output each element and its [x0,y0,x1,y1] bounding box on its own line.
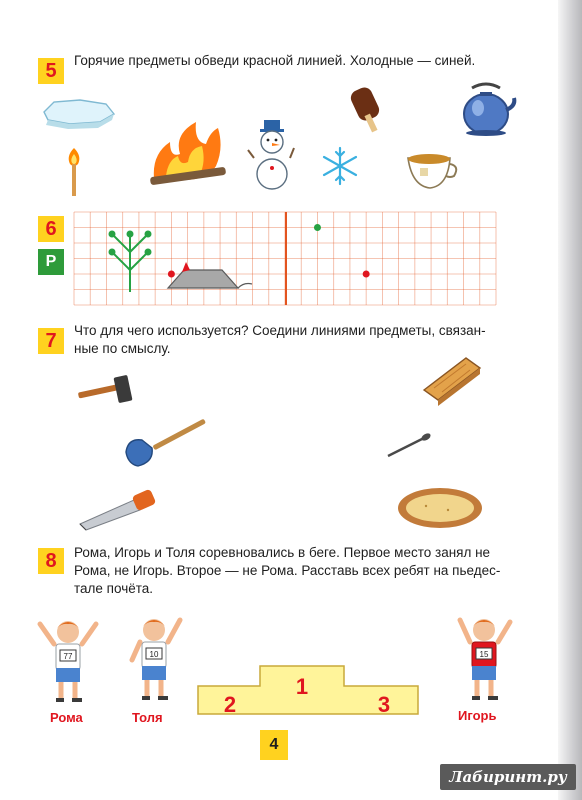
kid-name-igor: Игорь [458,708,497,723]
dot-grid[interactable] [74,212,496,305]
teapot-icon [456,80,516,138]
sand-pit-icon[interactable] [396,484,484,530]
mouse-figure [168,262,252,288]
task-6-badge: 6 [38,216,64,242]
podium-third-place: 3 [377,692,391,717]
task-7-text-line-1: Что для чего используется? Соедини линиями предметы, связан- [74,323,486,338]
task-5-badge: 5 [38,58,64,84]
tea-cup-icon [404,150,460,192]
campfire-icon [144,118,234,184]
saw-icon[interactable] [76,490,158,532]
bib-roma: 77 [63,652,73,661]
snowflake-icon [320,146,360,186]
ice-floe-icon [40,96,116,130]
grid-dot [168,271,175,278]
popsicle-icon [348,84,394,136]
task-5-text: Горячие предметы обведи красной линией. Холодные — синей. [74,53,476,68]
kid-name-roma: Рома [50,710,83,725]
podium-second-place: 2 [223,692,237,717]
podium[interactable] [196,664,420,716]
watermark-logo: Лабиринт.ру [440,764,576,790]
kid-tolya-figure[interactable] [122,612,186,706]
bib-igor: 15 [479,650,489,659]
nail-icon[interactable] [384,430,434,460]
task-8-text-line-2: Рома, не Игорь. Второе — не Рома. Расставь всех ребят на пьедес- [74,563,501,578]
kid-roma-figure[interactable] [36,614,100,708]
book-spine-shadow [558,0,582,800]
task-7-text-line-2: ные по смыслу. [74,341,171,356]
task-7-badge: 7 [38,328,64,354]
shovel-icon[interactable] [122,414,212,470]
bib-tolya: 10 [149,650,159,659]
board-icon[interactable] [418,352,484,406]
hammer-icon[interactable] [74,374,138,406]
task-8-badge: 8 [38,548,64,574]
grid-dot [363,271,370,278]
page-number: 4 [260,730,288,760]
task-8-text-line-1: Рома, Игорь и Толя соревновались в беге. Первое место занял не [74,545,491,560]
match-icon [64,146,84,198]
task-8-text-line-3: тале почёта. [74,581,154,596]
grid-dot [314,224,321,231]
kid-name-tolya: Толя [132,710,163,725]
podium-first-place: 1 [295,674,309,699]
snowman-icon [244,118,296,190]
kid-igor-figure[interactable] [452,612,516,706]
task-6-letter-badge: Р [38,249,64,275]
